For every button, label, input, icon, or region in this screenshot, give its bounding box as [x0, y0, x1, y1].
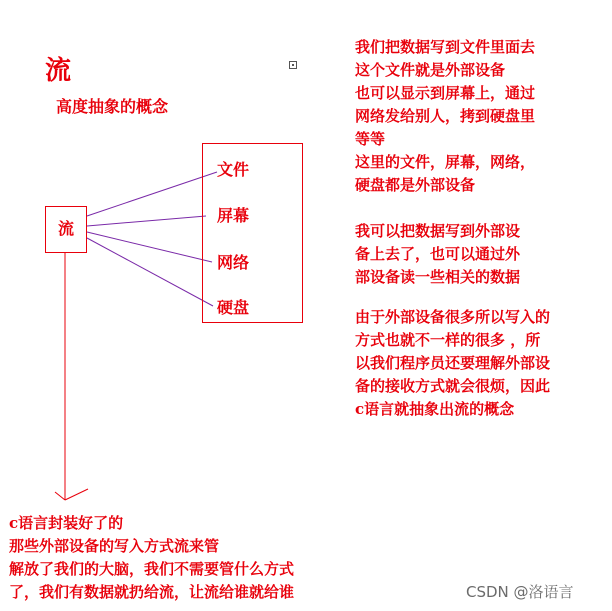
page-subtitle: 高度抽象的概念 — [56, 97, 169, 116]
image-placeholder-icon — [289, 61, 297, 69]
device-network: 网络 — [217, 253, 250, 272]
watermark: CSDN @洛语言 — [466, 583, 574, 601]
device-disk: 硬盘 — [217, 298, 250, 317]
device-file: 文件 — [217, 160, 250, 179]
explanation-paragraph: 由于外部设备很多所以写入的 方式也就不一样的很多 ，所 以我们程序员还要理解外部设 备的接收方式就会很烦，因此 c语言就抽象出流的概念 — [355, 308, 551, 418]
page-title: 流 — [45, 56, 72, 86]
connector-to-screen — [87, 216, 206, 226]
down-arrow-head-right — [65, 489, 88, 500]
connector-to-file — [87, 172, 217, 216]
connector-to-disk — [87, 238, 213, 306]
down-arrow-head-left — [55, 492, 65, 500]
flow-node-label: 流 — [57, 219, 74, 238]
conclusion-text: c语言封装好了的 那些外部设备的写入方式流来管 解放了我们的大脑，我们不需要管什么方式 了，我们有数据就扔给流，让流给谁就给谁 — [9, 514, 295, 601]
connector-to-network — [87, 232, 212, 262]
device-screen: 屏幕 — [217, 206, 250, 225]
explanation-paragraph: 我们把数据写到文件里面去 这个文件就是外部设备 也可以显示到屏幕上，通过 网络发给别人，拷到硬盘里 等等 这里的文件，屏幕，网络， 硬盘都是外部设备 — [355, 38, 536, 194]
explanation-paragraph: 我可以把数据写到外部设 备上去了，也可以通过外 部设备读一些相关的数据 — [355, 222, 521, 286]
